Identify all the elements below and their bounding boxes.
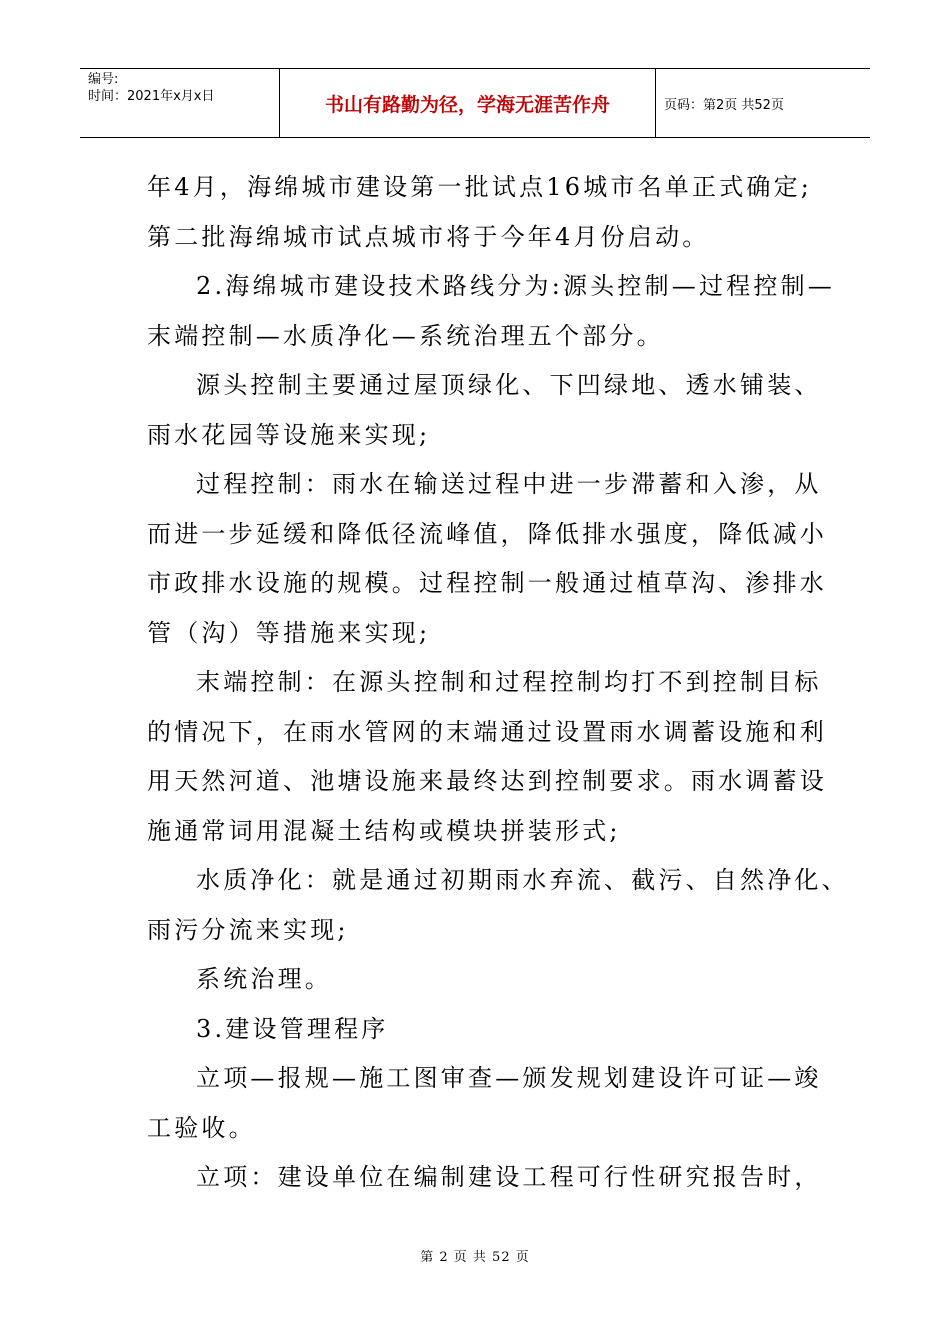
time-label: 时间：2021年x月x日 (88, 89, 215, 104)
body-line: 管（沟）等措施来实现; (147, 618, 431, 647)
body-line: 立项—报规—施工图审查—颁发规划建设许可证—竣 (196, 1064, 822, 1092)
body-line: 施通常词用混凝土结构或模块拼装形式; (147, 816, 621, 845)
body-line: 工验收。 (147, 1113, 256, 1142)
body-line: 系统治理。 (196, 965, 332, 993)
body-line: 末端控制—水质净化—系统治理五个部分。 (147, 321, 664, 350)
header-motto: 书山有路勤为径，学海无涯苦作舟 (280, 69, 656, 137)
number-label: 编号: (88, 72, 119, 87)
page-footer: 第 2 页 共 52 页 (420, 1250, 530, 1265)
body-line: 水质净化：就是通过初期雨水弃流、截污、自然净化、 (196, 866, 849, 894)
body-line: 的情况下，在雨水管网的末端通过设置雨水调蓄设施和利 (147, 717, 827, 746)
body-line: 雨水花园等设施来实现; (147, 420, 431, 449)
body-line: 而进一步延缓和降低径流峰值，降低排水强度，降低减小 (147, 519, 827, 548)
body-line: 末端控制：在源头控制和过程控制均打不到控制目标 (196, 668, 822, 696)
body-line: 用天然河道、池塘设施来最终达到控制要求。雨水调蓄设 (147, 767, 827, 795)
document-body (147, 163, 849, 1203)
header-page-info: 页码：第2页 共52页 (664, 97, 784, 113)
body-line: 3.建设管理程序 (196, 1014, 389, 1043)
body-line: 2.海绵城市建设技术路线分为:源头控制—过程控制— (196, 272, 835, 300)
body-line: 雨污分流来实现; (147, 915, 349, 944)
body-line: 市政排水设施的规模。过程控制一般通过植草沟、渗排水 (147, 569, 827, 597)
header-meta (80, 69, 280, 137)
body-line: 年4月，海绵城市建设第一批试点16城市名单正式确定; (147, 173, 813, 201)
body-line: 第二批海绵城市试点城市将于今年4月份启动。 (147, 222, 710, 251)
document-header (80, 68, 870, 138)
body-line: 立项：建设单位在编制建设工程可行性研究报告时， (196, 1163, 822, 1191)
body-line: 过程控制：雨水在输送过程中进一步滞蓄和入渗，从 (196, 470, 822, 498)
body-line: 源头控制主要通过屋顶绿化、下凹绿地、透水铺装、 (196, 371, 822, 399)
